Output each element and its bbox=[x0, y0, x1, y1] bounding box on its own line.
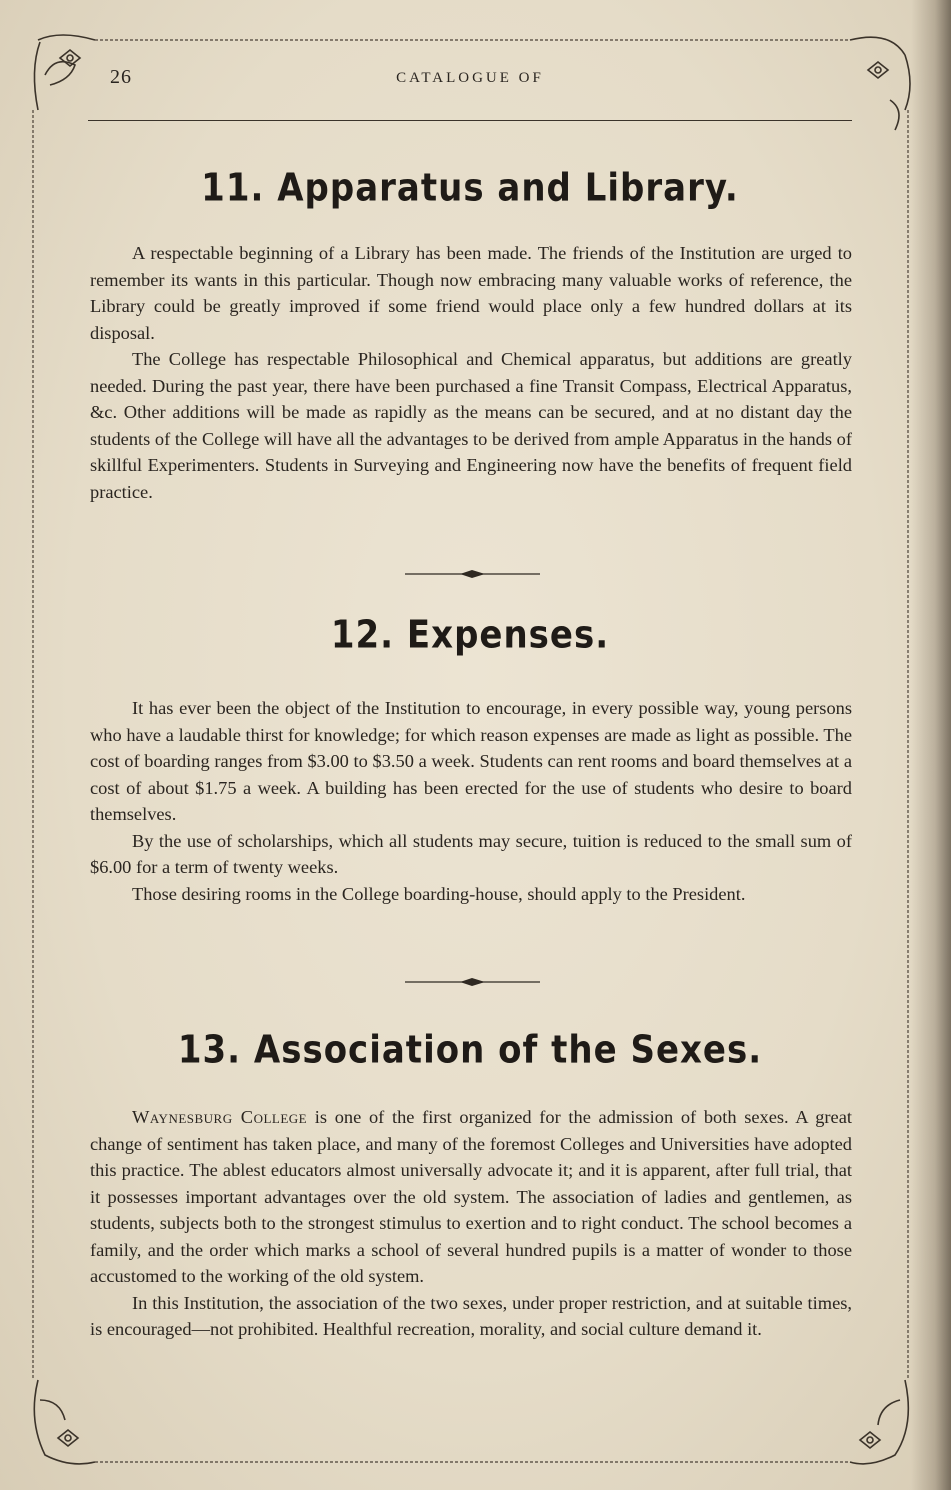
running-head: CATALOGUE OF bbox=[396, 70, 544, 86]
paragraph: In this Institution, the association of the two sexes, under proper restriction, and at suitable times, is encouraged—not prohibited. Healthful recreation, morality, and social culture demand it. bbox=[90, 1292, 852, 1339]
section-heading-apparatus-library: 11. Apparatus and Library. bbox=[201, 165, 739, 211]
section-divider bbox=[405, 976, 540, 988]
section-body-apparatus-library bbox=[90, 240, 852, 505]
section-heading-association-of-sexes: 13. Association of the Sexes. bbox=[177, 1027, 763, 1073]
paragraph-text: is one of the first organized for the admission of both sexes. A great change of sentiment has taken place, and many of the foremost Colleges and Universities have adopted this practice. The ablest educators almost universally advocate it; and it is apparent, after full trial, that it possesses important advantages over the old system. The association of ladies and gentlemen, as students, subjects both to the strongest stimulus to exertion and to right conduct. The school becomes a family, and the order which marks a school of several hundred pupils is a matter of wonder to those accustomed to the working of the old system. bbox=[90, 1107, 852, 1286]
section-body-expenses bbox=[90, 695, 852, 907]
paragraph: Those desiring rooms in the College boarding-house, should apply to the President. bbox=[132, 883, 746, 904]
section-body-association-of-sexes bbox=[90, 1104, 852, 1343]
section-heading-expenses: 12. Expenses. bbox=[330, 612, 610, 658]
paragraph: A respectable beginning of a Library has been made. The friends of the Institution are urged to remember its wants in this particular. Though now embracing many valuable works of reference, the Library could be greatly improved if some friend would place only a few hundred dollars at its disposal. bbox=[90, 243, 852, 343]
header-rule bbox=[88, 120, 852, 121]
page-number: 26 bbox=[110, 66, 132, 88]
paragraph: It has ever been the object of the Institution to encourage, in every possible way, young persons who have a laudable thirst for knowledge; for which reason expenses are made as light as possible. The cost of boarding ranges from $3.00 to $3.50 a week. Students can rent rooms and board themselves at a cost of about $1.75 a week. A building has been erected for the use of students who desire to board themselves. bbox=[90, 698, 852, 824]
paragraph: By the use of scholarships, which all students may secure, tuition is reduced to the small sum of $6.00 for a term of twenty weeks. bbox=[90, 830, 852, 877]
section-divider bbox=[405, 568, 540, 580]
binding-shadow bbox=[911, 0, 951, 1490]
page-header bbox=[100, 62, 850, 102]
paragraph: The College has respectable Philosophical and Chemical apparatus, but additions are greatly needed. During the past year, there have been purchased a fine Transit Compass, Electrical Apparatus, &c. Other additions will be made as rapidly as the means can be secured, and at no distant day the students of the College will have all the advantages to be derived from ample Apparatus in the hands of skillful Experimenters. Students in Surveying and Engineering now have the benefits of frequent field practice. bbox=[90, 349, 852, 502]
college-name: Waynesburg College bbox=[132, 1107, 308, 1127]
paragraph bbox=[90, 1104, 852, 1290]
